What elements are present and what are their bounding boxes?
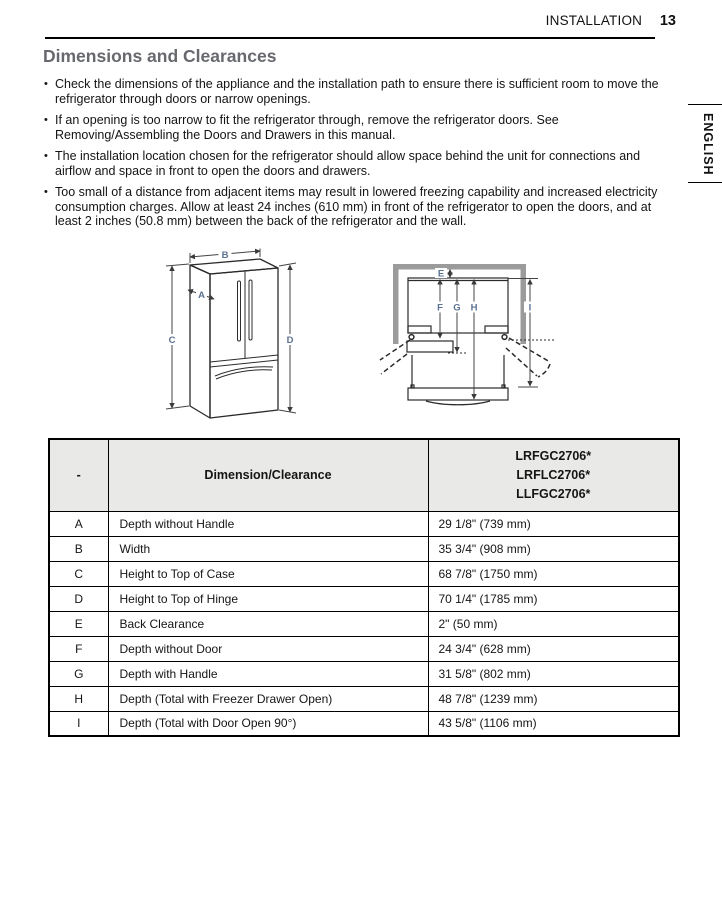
table-row xyxy=(49,561,679,586)
language-tab-rule-bottom xyxy=(688,182,722,183)
table-row xyxy=(49,611,679,636)
row-value: 2" (50 mm) xyxy=(428,611,679,636)
refrigerator-front-view-drawing xyxy=(160,248,320,438)
dim-label-c: C xyxy=(168,335,176,346)
table-header-dimension: Dimension/Clearance xyxy=(108,439,428,511)
table-row xyxy=(49,686,679,711)
table-row xyxy=(49,511,679,536)
page-header xyxy=(0,13,676,29)
language-tab-label: ENGLISH xyxy=(701,112,715,176)
section-title: Dimensions and Clearances xyxy=(43,46,277,66)
row-value: 70 1/4" (1785 mm) xyxy=(428,586,679,611)
row-label: Depth (Total with Door Open 90°) xyxy=(108,711,428,736)
table-row xyxy=(49,661,679,686)
row-key: B xyxy=(49,536,108,561)
refrigerator-top-view-drawing xyxy=(378,252,568,420)
row-label: Height to Top of Case xyxy=(108,561,428,586)
dim-label-g: G xyxy=(453,302,461,314)
row-label: Width xyxy=(108,536,428,561)
row-key: A xyxy=(49,511,108,536)
model-number: LRFLC2706* xyxy=(516,467,591,482)
row-value: 48 7/8" (1239 mm) xyxy=(428,686,679,711)
dim-label-h: H xyxy=(470,302,478,314)
model-number: LLFGC2706* xyxy=(516,486,591,501)
dim-label-a: A xyxy=(198,290,205,301)
table-row xyxy=(49,536,679,561)
table-header-models xyxy=(428,439,679,511)
bullet-list xyxy=(43,77,663,236)
bullet-item: • Check the dimensions of the appliance and the installation path to ensure there is sufficient room to move the refrigerator through doors or narrow openings. xyxy=(43,77,663,106)
row-value: 24 3/4" (628 mm) xyxy=(428,636,679,661)
bullet-item: • Too small of a distance from adjacent items may result in lowered freezing capability and increased electricity consumption charges. Allow at least 24 inches (610 mm) in front of the refrigerator to open the doors, and at least 2 inches (50.8 mm) between the back of the refrigerator and the wall. xyxy=(43,185,663,229)
dim-label-f: F xyxy=(437,302,443,314)
row-key: H xyxy=(49,686,108,711)
row-key: G xyxy=(49,661,108,686)
row-label: Height to Top of Hinge xyxy=(108,586,428,611)
table-row xyxy=(49,636,679,661)
row-value: 29 1/8" (739 mm) xyxy=(428,511,679,536)
row-key: I xyxy=(49,711,108,736)
row-label: Depth (Total with Freezer Drawer Open) xyxy=(108,686,428,711)
dim-label-d: D xyxy=(286,335,294,346)
model-number: LRFGC2706* xyxy=(515,448,592,463)
row-label: Back Clearance xyxy=(108,611,428,636)
dim-label-i: I xyxy=(528,302,532,314)
row-value: 35 3/4" (908 mm) xyxy=(428,536,679,561)
table-row xyxy=(49,711,679,736)
top-view-diagram xyxy=(378,252,568,420)
front-view-diagram xyxy=(160,248,320,438)
language-tab-rule-top xyxy=(688,104,722,105)
row-value: 68 7/8" (1750 mm) xyxy=(428,561,679,586)
header-page-number: 13 xyxy=(659,13,676,29)
row-key: F xyxy=(49,636,108,661)
row-key: C xyxy=(49,561,108,586)
header-section-label: INSTALLATION xyxy=(545,13,643,28)
table-header-key: - xyxy=(49,439,108,511)
row-value: 31 5/8" (802 mm) xyxy=(428,661,679,686)
dim-label-e: E xyxy=(437,268,445,280)
row-label: Depth with Handle xyxy=(108,661,428,686)
dimension-table xyxy=(48,438,680,737)
row-value: 43 5/8" (1106 mm) xyxy=(428,711,679,736)
header-rule xyxy=(45,37,655,39)
dim-label-b: B xyxy=(221,250,229,261)
row-key: D xyxy=(49,586,108,611)
row-label: Depth without Handle xyxy=(108,511,428,536)
bullet-item: • If an opening is too narrow to fit the refrigerator through, remove the refrigerator doors. See Removing/Assembling the Doors and Drawers in this manual. xyxy=(43,113,663,142)
table-header-row xyxy=(49,439,679,511)
table-row xyxy=(49,586,679,611)
row-key: E xyxy=(49,611,108,636)
bullet-item: • The installation location chosen for the refrigerator should allow space behind the unit for connections and airflow and space in front to open the doors and drawers. xyxy=(43,149,663,178)
row-label: Depth without Door xyxy=(108,636,428,661)
